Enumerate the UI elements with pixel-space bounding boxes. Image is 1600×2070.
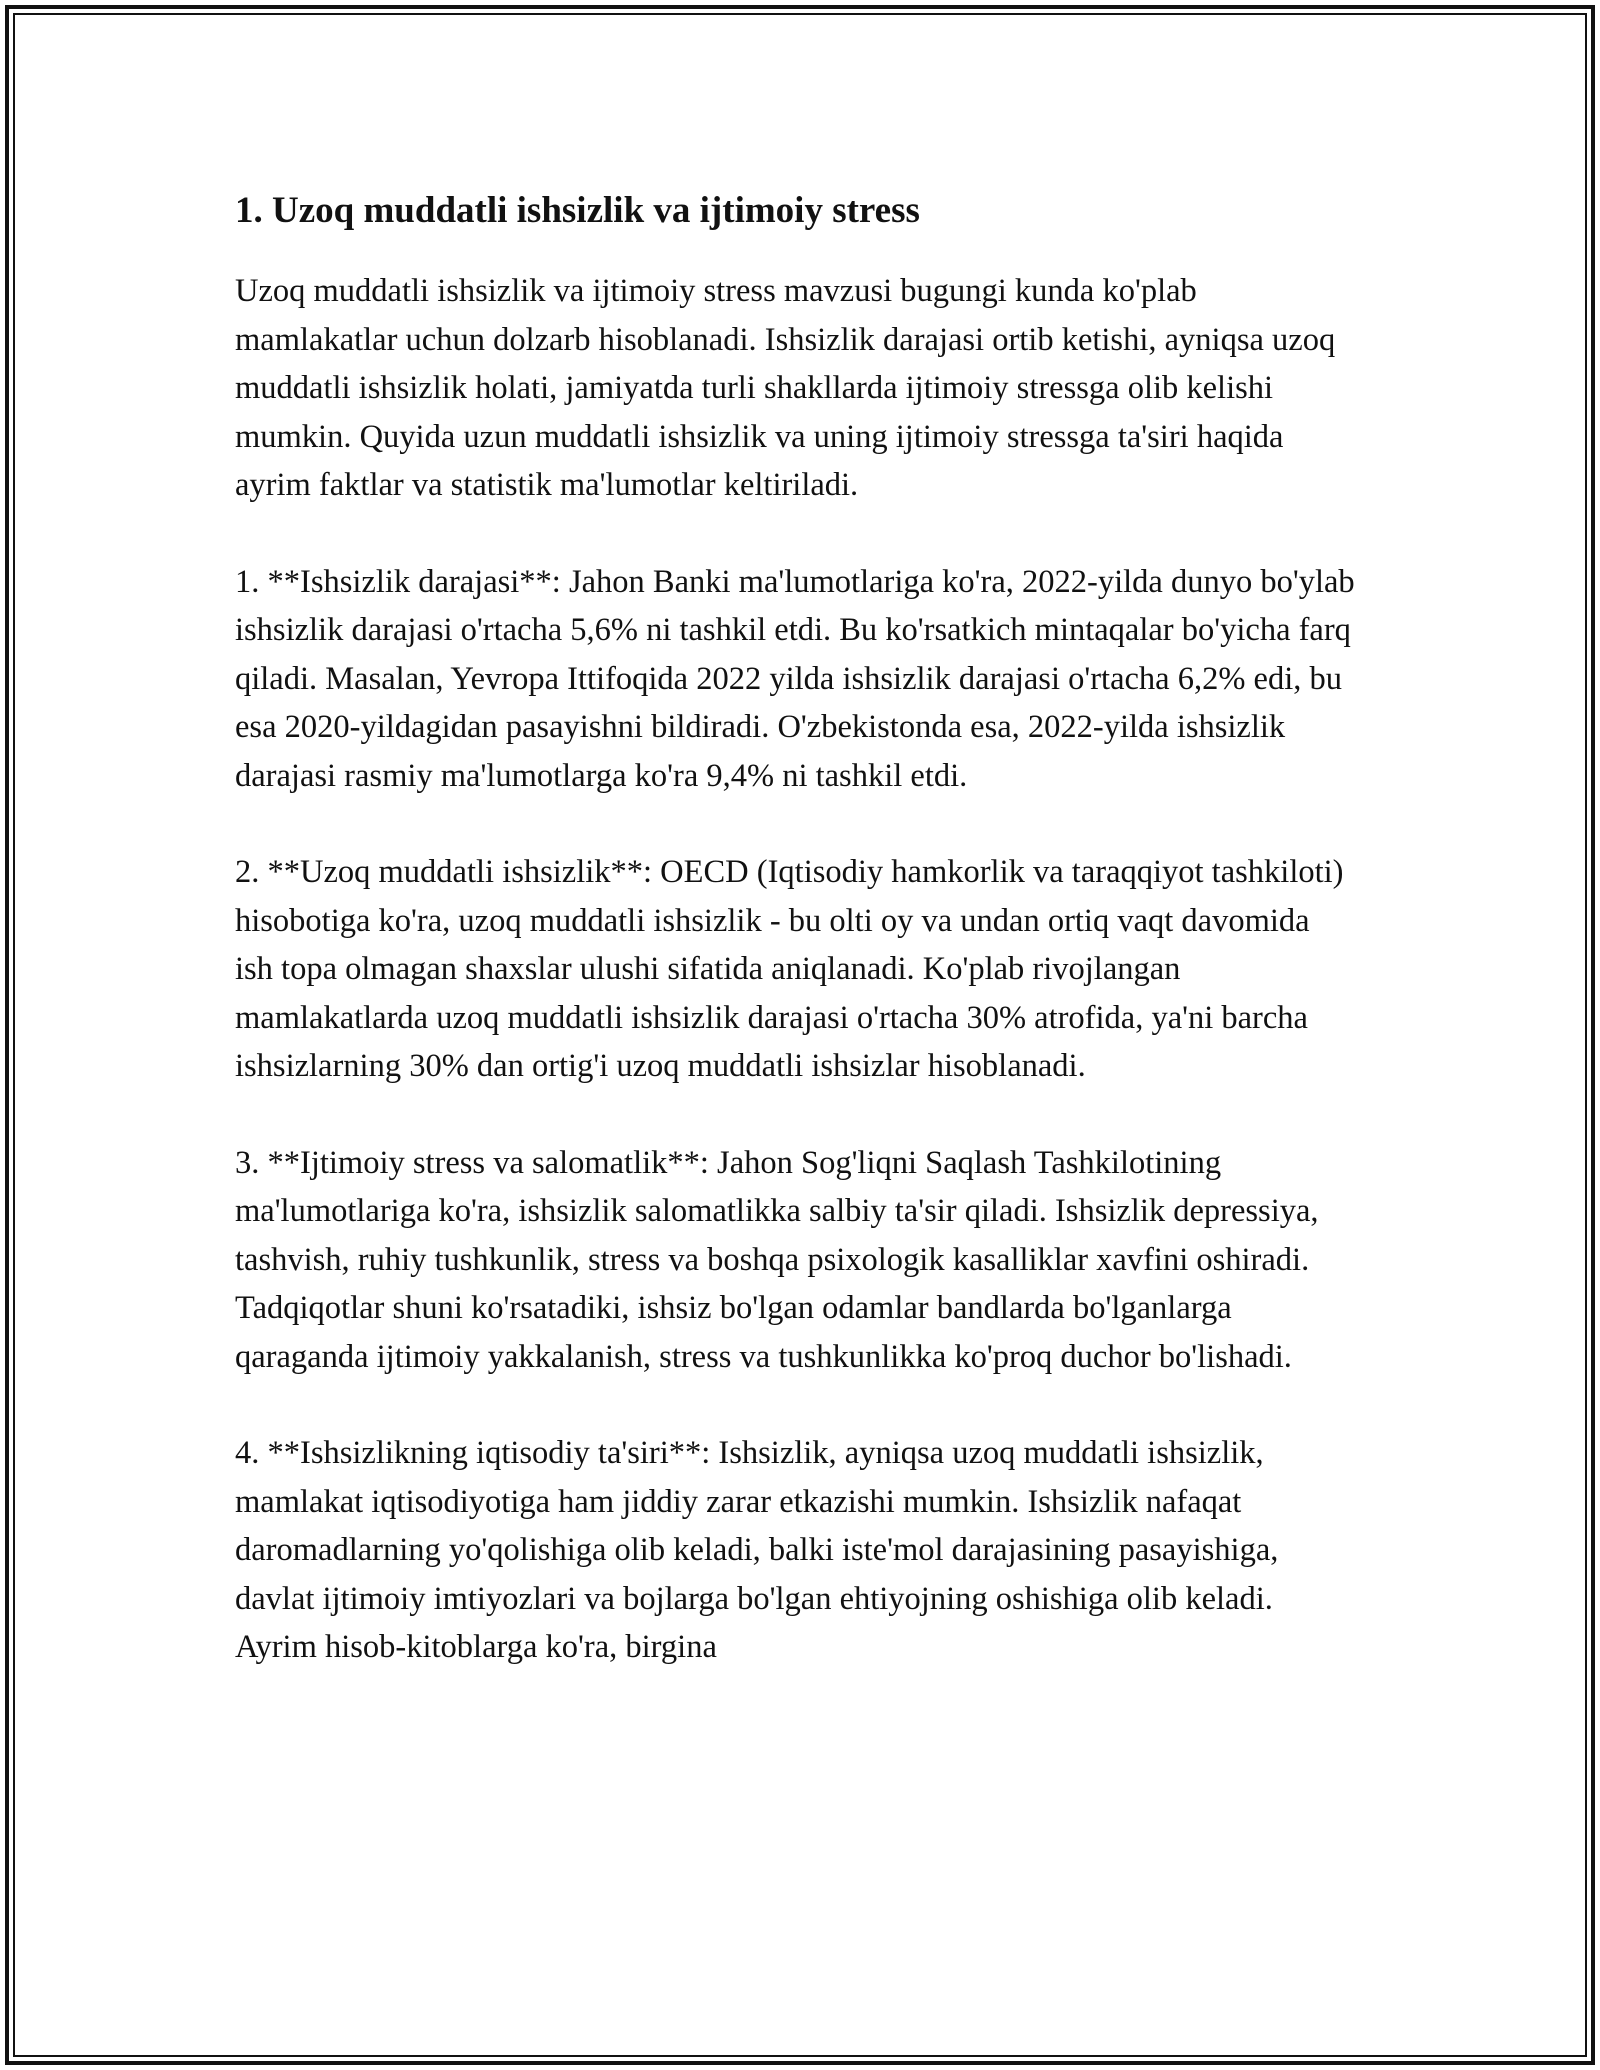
intro-paragraph: Uzoq muddatli ishsizlik va ijtimoiy stress mavzusi bugungi kunda ko'plab mamlakatlar uchun dolzarb hisoblanadi. Ishsizlik darajasi ortib ketishi, ayniqsa uzoq muddatli ishsizlik holati, jamiyatda turli shakllarda ijtimoiy stressga olib kelishi mumkin. Quyida uzun muddatli ishsizlik va uning ijtimoiy stressga ta'siri haqida ayrim faktlar va statistik ma'lumotlar keltiriladi. [235,273,1336,503]
economic-impact-paragraph: 4. **Ishsizlikning iqtisodiy ta'siri**: Ishsizlik, ayniqsa uzoq muddatli ishsizlik, mamlakat iqtisodiyotiga ham jiddiy zarar etkazishi mumkin. Ishsizlik nafaqat daromadlarning yo'qolishiga olib keladi, balki iste'mol darajasining pasayishiga, davlat ijtimoiy imtiyozlari va bojlarga bo'lgan ehtiyojning oshishiga olib keladi. Ayrim hisob-kitoblarga ko'ra, birgina [235,1435,1279,1665]
section-heading: 1. Uzoq muddatli ishsizlik va ijtimoiy stress [235,190,920,231]
unemployment-rate-paragraph: 1. **Ishsizlik darajasi**: Jahon Banki ma'lumotlariga ko'ra, 2022-yilda dunyo bo'ylab ishsizlik darajasi o'rtacha 5,6% ni tashkil etdi. Bu ko'rsatkich mintaqalar bo'yicha farq qiladi. Masalan, Yevropa Ittifoqida 2022 yilda ishsizlik darajasi o'rtacha 6,2% edi, bu esa 2020-yildagidan pasayishni bildiradi. O'zbekistonda esa, 2022-yilda ishsizlik darajasi rasmiy ma'lumotlarga ko'ra 9,4% ni tashkil etdi. [235,563,1355,794]
social-stress-health-paragraph: 3. **Ijtimoiy stress va salomatlik**: Jahon Sog'liqni Saqlash Tashkilotining ma'lumotlariga ko'ra, ishsizlik salomatlikka salbiy ta'sir qiladi. Ishsizlik depressiya, tashvish, ruhiy tushkunlik, stress va boshqa psixologik kasalliklar xavfini oshiradi. Tadqiqotlar shuni ko'rsatadiki, ishsiz bo'lgan odamlar bandlarda bo'lganlarga qaraganda ijtimoiy yakkalanish, stress va tushkunlikka ko'proq duchor bo'lishadi. [235,1144,1319,1375]
document-content [235,186,1355,1720]
long-term-unemployment-paragraph: 2. **Uzoq muddatli ishsizlik**: OECD (Iqtisodiy hamkorlik va taraqqiyot tashkiloti) hisobotiga ko'ra, uzoq muddatli ishsizlik - bu olti oy va undan ortiq vaqt davomida ish topa olmagan shaxslar ulushi sifatida aniqlanadi. Ko'plab rivojlangan mamlakatlarda uzoq muddatli ishsizlik darajasi o'rtacha 30% atrofida, ya'ni barcha ishsizlarning 30% dan ortig'i uzoq muddatli ishsizlar hisoblanadi. [235,854,1344,1084]
